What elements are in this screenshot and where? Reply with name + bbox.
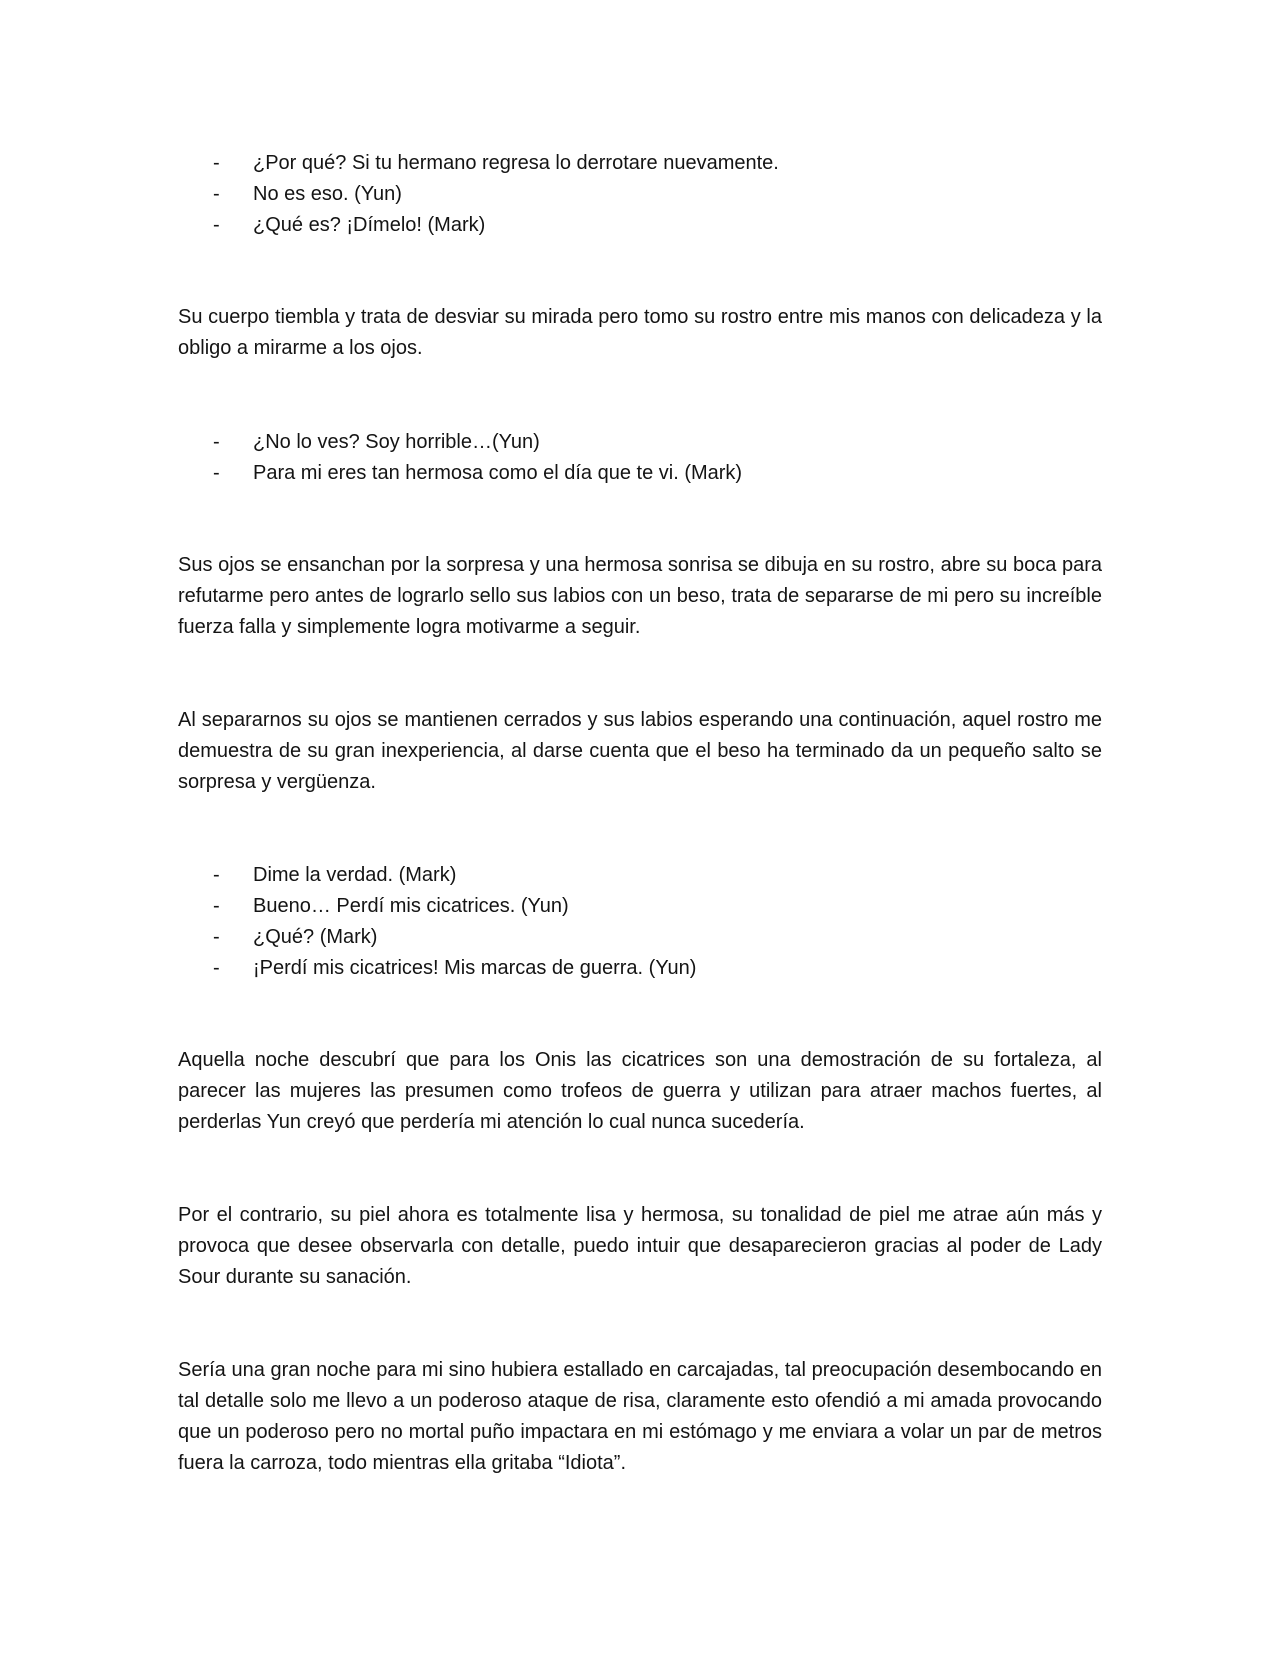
dialogue-line [178, 860, 1102, 891]
dialogue-text: ¿Qué? (Mark) [253, 926, 378, 948]
dialogue-text: ¿Por qué? Si tu hermano regresa lo derrotare nuevamente. [253, 152, 779, 174]
dialogue-line [178, 891, 1102, 922]
dash-bullet: - [213, 431, 220, 453]
dialogue-list [178, 427, 1102, 489]
dialogue-line [178, 148, 1102, 179]
dialogue-list [178, 860, 1102, 984]
dialogue-line [178, 179, 1102, 210]
dialogue-text: No es eso. (Yun) [253, 183, 402, 205]
dialogue-text: Para mi eres tan hermosa como el día que te vi. (Mark) [253, 462, 743, 484]
dialogue-line [178, 458, 1102, 489]
dialogue-line [178, 953, 1102, 984]
paragraph: Sería una gran noche para mi sino hubiera estallado en carcajadas, tal preocupación desembocando en tal detalle solo me llevo a un poderoso ataque de risa, claramente esto ofendió a mi amada provocando que un poderoso pero no mortal puño impactara en mi estómago y me enviara a volar un par de metros fuera la carroza, todo mientras ella gritaba “Idiota”. [178, 1359, 1102, 1474]
dash-bullet: - [213, 183, 220, 205]
dialogue-text: ¡Perdí mis cicatrices! Mis marcas de guerra. (Yun) [253, 957, 697, 979]
paragraph: Aquella noche descubrí que para los Onis las cicatrices son una demostración de su fortaleza, al parecer las mujeres las presumen como trofeos de guerra y utilizan para atraer machos fuertes, al perderlas Yun creyó que perdería mi atención lo cual nunca sucedería. [178, 1049, 1102, 1133]
dialogue-text: ¿Qué es? ¡Dímelo! (Mark) [253, 214, 486, 236]
dash-bullet: - [213, 462, 220, 484]
dialogue-line [178, 427, 1102, 458]
paragraph: Su cuerpo tiembla y trata de desviar su mirada pero tomo su rostro entre mis manos con delicadeza y la obligo a mirarme a los ojos. [178, 306, 1102, 359]
dash-bullet: - [213, 214, 220, 236]
paragraph: Por el contrario, su piel ahora es totalmente lisa y hermosa, su tonalidad de piel me atrae aún más y provoca que desee observarla con detalle, puedo intuir que desaparecieron gracias al poder de Lady Sour durante su sanación. [178, 1204, 1102, 1288]
dialogue-text: Dime la verdad. (Mark) [253, 864, 457, 886]
dialogue-list [178, 148, 1102, 241]
dash-bullet: - [213, 926, 220, 948]
dash-bullet: - [213, 895, 220, 917]
paragraph: Sus ojos se ensanchan por la sorpresa y una hermosa sonrisa se dibuja en su rostro, abre su boca para refutarme pero antes de lograrlo sello sus labios con un beso, trata de separarse de mi pero su increíble fuerza falla y simplemente logra motivarme a seguir. [178, 554, 1102, 638]
dialogue-text: ¿No lo ves? Soy horrible…(Yun) [253, 431, 540, 453]
paragraph: Al separarnos su ojos se mantienen cerrados y sus labios esperando una continuación, aquel rostro me demuestra de su gran inexperiencia, al darse cuenta que el beso ha terminado da un pequeño salto se sorpresa y vergüenza. [178, 709, 1102, 793]
dialogue-line [178, 210, 1102, 241]
dash-bullet: - [213, 957, 220, 979]
dash-bullet: - [213, 152, 220, 174]
dialogue-line [178, 922, 1102, 953]
dialogue-text: Bueno… Perdí mis cicatrices. (Yun) [253, 895, 569, 917]
dash-bullet: - [213, 864, 220, 886]
